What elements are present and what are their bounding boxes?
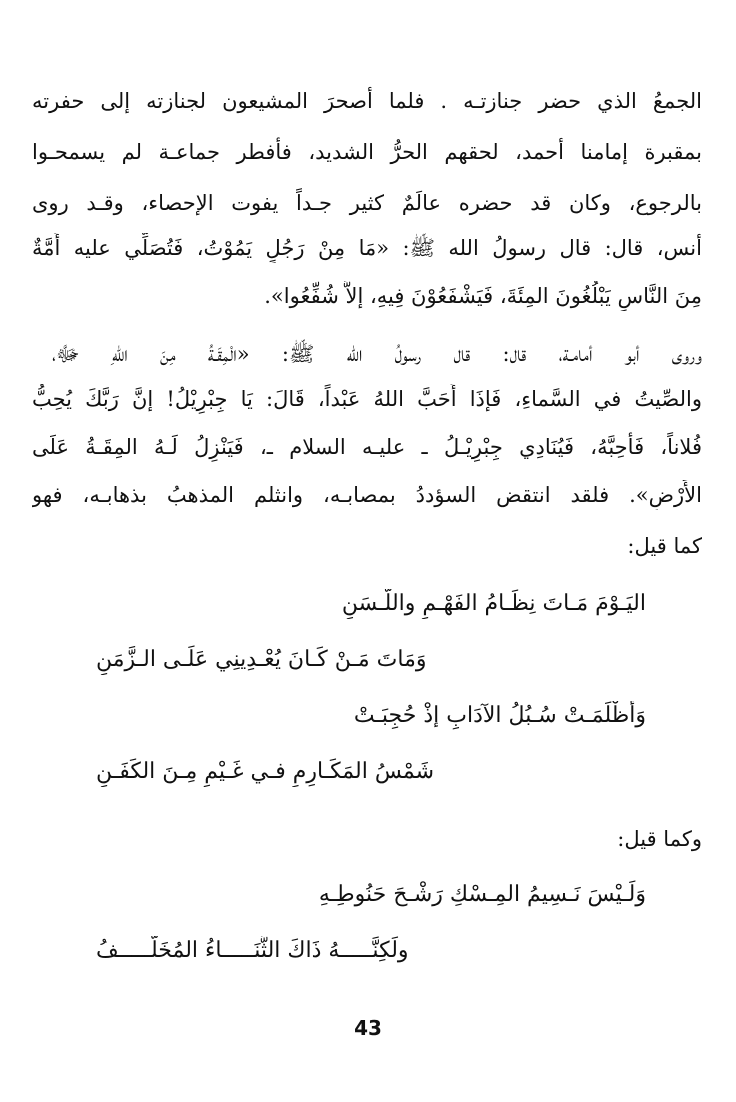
text-line: الأَرْضِ». فلقد انتقض السؤددُ بمصابـه، وانثلم المذهبُ بذهابـه، فهو xyxy=(32,483,702,507)
text-line: أنس، قال: قال رسولُ الله ﷺ: «مَا مِنْ رَجُلٍ يَمُوْتُ، فَتُصَلِّي عليه أُمَّةٌ xyxy=(32,236,702,260)
poem-verse-second-hemistich: وَمَاتَ مَـنْ كَـانَ يُعْـدِينِي عَلَـى الـزَّمَنِ xyxy=(96,647,427,672)
text-line: الجمعُ الذي حضر جنازتـه . فلما أصحرَ المشيعون لجنازته إلى حفرته xyxy=(32,89,702,113)
text-line: بمقبرة إمامنا أحمد، لحقهم الحرُّ الشديد، فأفطر جماعـة لم يسمحـوا xyxy=(32,140,702,164)
page-number: 43 xyxy=(354,1016,382,1040)
poem-verse-second-hemistich: شَمْسُ المَكَـارِمِ فـي غَـيْمٍ مِـنَ الكَفَـنِ xyxy=(96,759,435,784)
poem-intro: وكما قيل: xyxy=(617,827,702,851)
text-line: كما قيل: xyxy=(627,534,702,558)
poem-verse-second-hemistich: ولَكِنَّـــــهُ ذَاكَ الثَّنَـــــاءُ المُخَلَّـــــفُ xyxy=(96,938,409,963)
poem-verse-first-hemistich: وَأَظْلَمَـتْ سُـبُلُ الآدَابِ إذْ حُجِبَـتْ xyxy=(353,703,646,728)
poem-verse-first-hemistich: اليَـوْمَ مَـاتَ نِظَـامُ الفَهْـمِ واللَّـسَنِ xyxy=(341,591,646,616)
poem-verse-first-hemistich: وَلَـيْسَ نَـسِيمُ المِـسْكِ رَشْـحَ حَنُوطِـهِ xyxy=(318,882,646,907)
text-line: وروى أبو أمامـة، قال: قال رسولُ الله ﷺ: «الْمِقَـةُ مِنَ اللهِ ﷻ، xyxy=(52,342,702,366)
text-line: والصِّيتُ في السَّماءِ، فَإذَا أَحَبَّ اللهُ عَبْداً، قَالَ: يَا جِبْرِيْلُ! إنَّ رَبَّكَ يُحِبُّ xyxy=(32,387,702,411)
text-line: مِنَ النَّاسِ يَبْلُغُونَ المِئَةَ، فَيَشْفَعُوْنَ فِيهِ، إلاَّ شُفِّعُوا». xyxy=(264,284,702,308)
text-line: بالرجوع، وكان قد حضره عالَمٌ كثير جـداً يفوت الإحصاء، وقـد روى xyxy=(32,191,702,215)
text-line: فُلاناً، فَأَحِبَّهُ، فَيُنَادِي جِبْرِيْـلُ ـ عليـه السلام ـ، فَيَنْزِلُ لَـهُ المِقَـةُ عَلَى xyxy=(32,435,702,459)
